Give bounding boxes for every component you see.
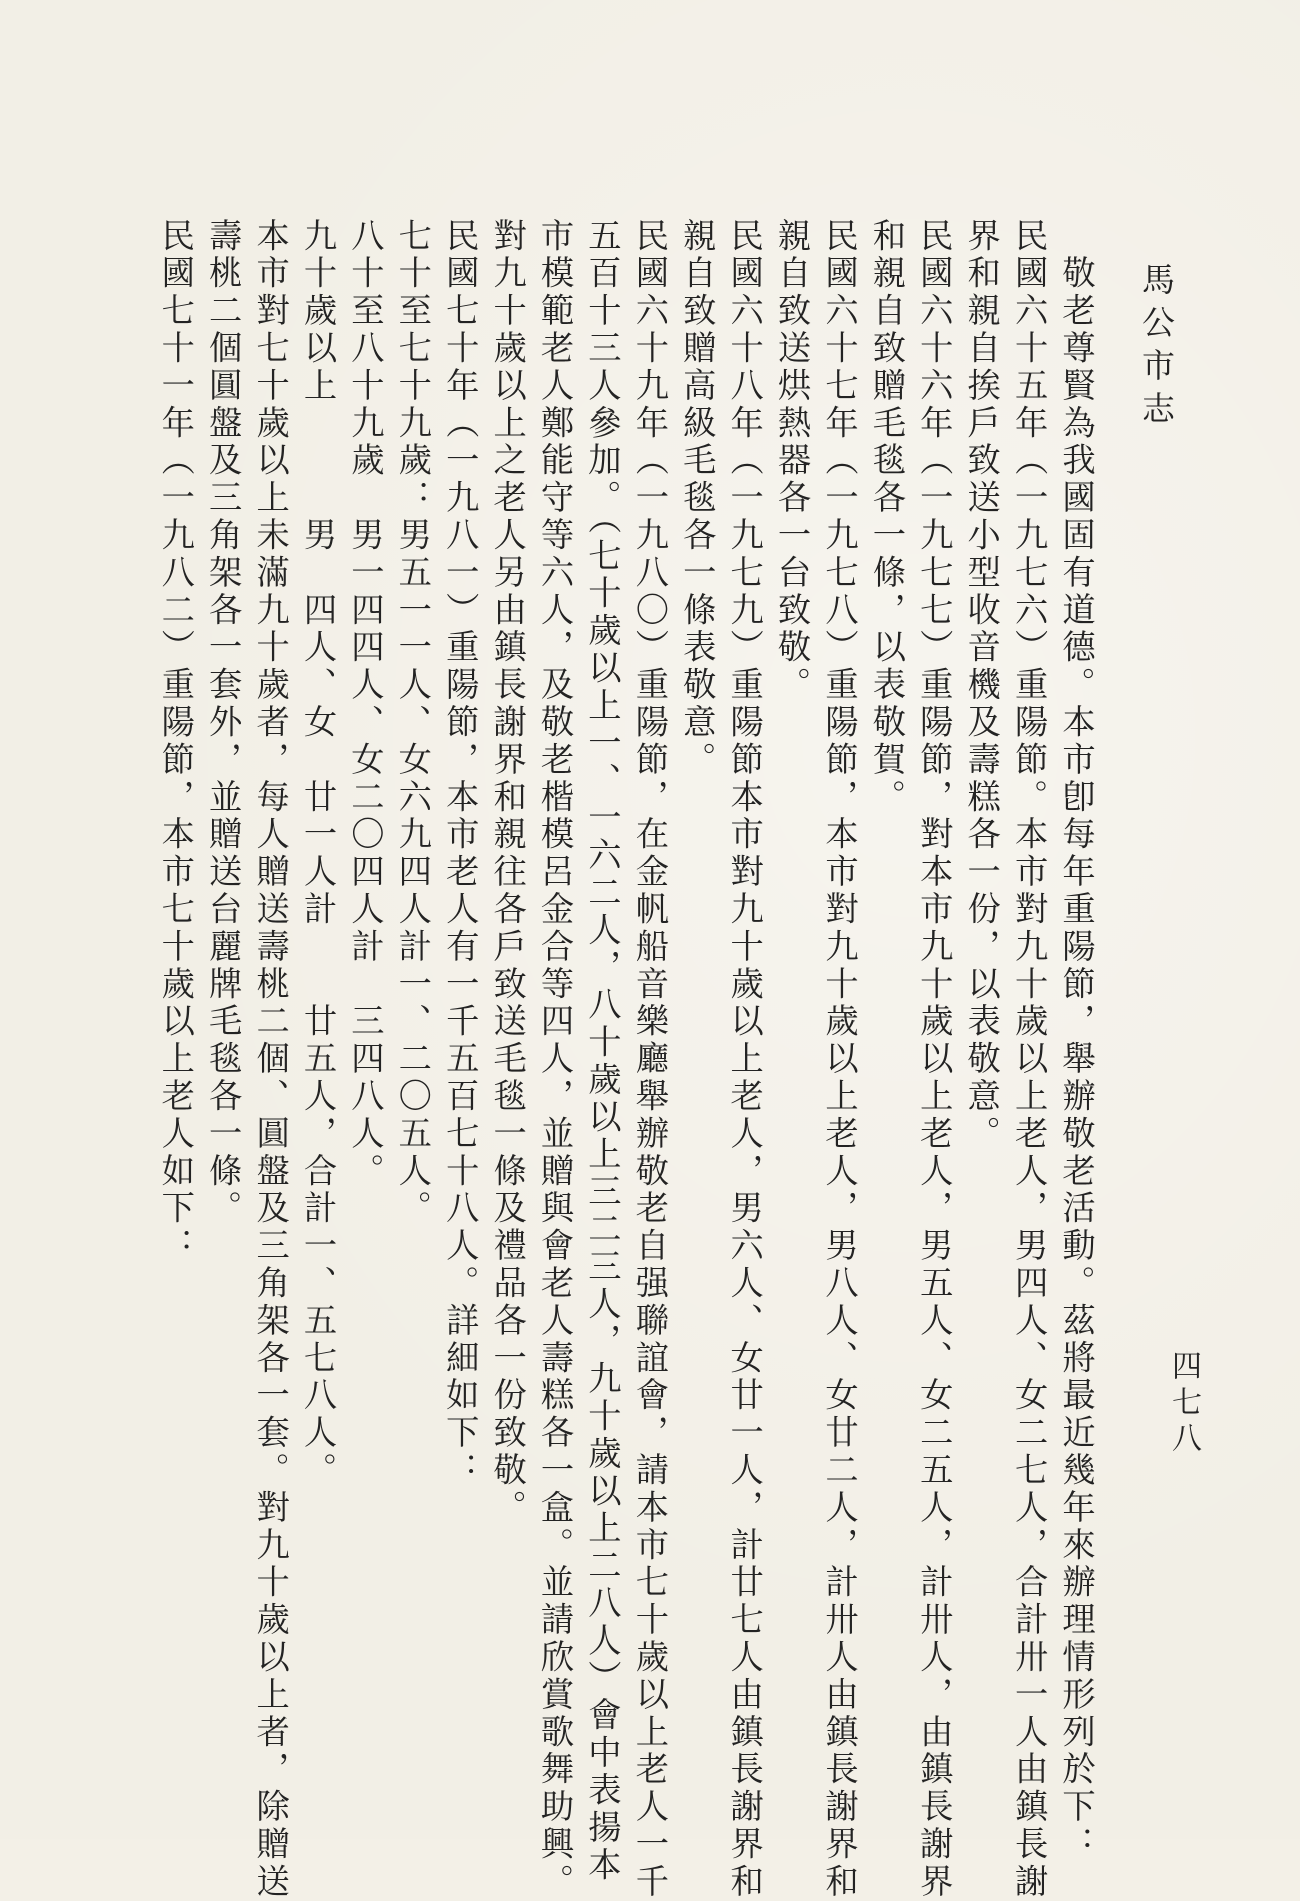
- page-number: 四七八: [1166, 1350, 1201, 1458]
- text-column: 七十至七十九歲：男五一一人、女六九四人計一、二〇五人。: [393, 218, 433, 1228]
- text-column: 民國六十六年（一九七七）重陽節，對本市九十歲以上老人，男五人、女二五人，計卅人，由鎮長謝界: [914, 218, 954, 1901]
- text-column: 民國六十七年（一九七八）重陽節，本市對九十歲以上老人，男八人、女廿二人，計卅人由鎮長謝界和: [819, 218, 859, 1901]
- text-column: 民國七十年（一九八一）重陽節，本市老人有一千五百七十八人。詳細如下：: [440, 218, 480, 1490]
- text-column: 九十歲以上 男 四人、女 廿一人計 廿五人，合計一、五七八人。: [298, 218, 338, 1490]
- text-column: 市模範老人鄭能守等六人，及敬老楷模呂金合等四人，並贈與會老人壽糕各一盒。並請欣賞歌舞助興。: [535, 218, 575, 1901]
- body-text: [152, 218, 1100, 1901]
- text-column: 本市對七十歲以上未滿九十歲者，每人贈送壽桃二個、圓盤及三角架各一套。對九十歲以上者，除贈送: [251, 218, 291, 1901]
- text-column: 壽桃二個圓盤及三角架各一套外，並贈送台麗牌毛毯各一條。: [203, 218, 243, 1228]
- text-column: 五百十三人參加。（七十歲以上一、一六二人，八十歲以上三二三人，九十歲以上二八人）會中表揚本: [582, 218, 622, 1885]
- text-column: 民國六十八年（一九七九）重陽節本市對九十歲以上老人，男六人、女廿一人，計廿七人由鎮長謝界和: [725, 218, 765, 1901]
- text-column: 民國六十五年（一九七六）重陽節。本市對九十歲以上老人，男四人、女二七人，合計卅一人由鎮長謝: [1009, 218, 1049, 1901]
- text-column: 八十至八十九歲 男一四四人、女二〇四人計 三四八人。: [345, 218, 385, 1191]
- running-title: 馬公市志: [1137, 262, 1176, 434]
- text-column: 親自致送烘熱器各一台致敬。: [772, 218, 812, 705]
- text-column: 敬老尊賢為我國固有道德。本市卽每年重陽節，舉辦敬老活動。茲將最近幾年來辦理情形列於下：: [1057, 218, 1096, 1864]
- text-column: 民國六十九年（一九八〇）重陽節，在金帆船音樂廳舉辦敬老自强聯誼會，請本市七十歲以上老人一千: [630, 218, 670, 1901]
- text-column: 親自致贈高級毛毯各一條表敬意。: [677, 218, 717, 779]
- text-column: 和親自致贈毛毯各一條，以表敬賀。: [867, 218, 907, 817]
- text-column: 界和親自挨戶致送小型收音機及壽糕各一份，以表敬意。: [962, 218, 1002, 1153]
- text-column: 民國七十一年（一九八二）重陽節，本市七十歲以上老人如下：: [156, 218, 196, 1266]
- text-column: 對九十歲以上之老人另由鎮長謝界和親往各戶致送毛毯一條及禮品各一份致敬。: [488, 218, 528, 1527]
